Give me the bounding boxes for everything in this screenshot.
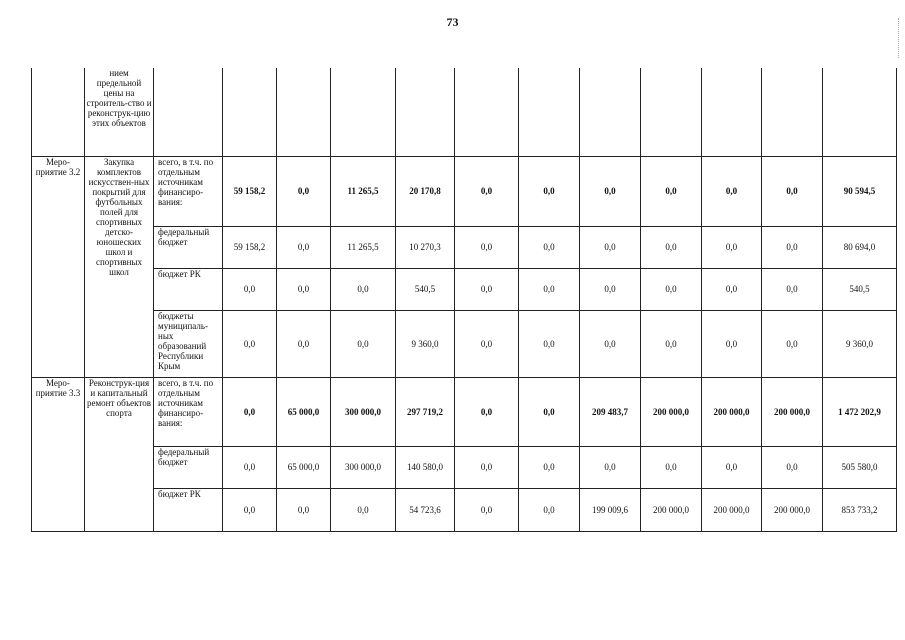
value-cell: 140 580,0	[396, 446, 455, 488]
value-cell: 0,0	[702, 446, 762, 488]
value-cell: 0,0	[641, 226, 702, 268]
value-cell: 80 694,0	[823, 226, 897, 268]
value-cell: 0,0	[641, 310, 702, 377]
page-number: 73	[446, 15, 459, 29]
value-cell: 0,0	[455, 488, 519, 531]
value-cell: 0,0	[580, 226, 641, 268]
value-cell: 0,0	[223, 268, 277, 310]
value-cell: 9 360,0	[823, 310, 897, 377]
table-row	[32, 488, 897, 531]
value-cell: 200 000,0	[702, 377, 762, 446]
continuation-cell	[580, 68, 641, 156]
value-cell: 0,0	[641, 268, 702, 310]
table-row	[32, 446, 897, 488]
table-row	[32, 226, 897, 268]
table-row	[32, 310, 897, 377]
value-cell: 54 723,6	[396, 488, 455, 531]
margin-mark	[898, 18, 905, 58]
continuation-cell	[223, 68, 277, 156]
value-cell: 540,5	[396, 268, 455, 310]
value-cell: 0,0	[331, 268, 396, 310]
table-row	[32, 377, 897, 446]
value-cell: 0,0	[519, 446, 580, 488]
value-cell: 0,0	[762, 310, 823, 377]
value-cell: 1 472 202,9	[823, 377, 897, 446]
value-cell: 0,0	[762, 268, 823, 310]
value-cell: 0,0	[762, 226, 823, 268]
value-cell: 0,0	[519, 226, 580, 268]
continuation-cell	[519, 68, 580, 156]
value-cell: 0,0	[580, 446, 641, 488]
value-cell: 0,0	[455, 310, 519, 377]
value-cell: 0,0	[223, 446, 277, 488]
value-cell: 200 000,0	[762, 488, 823, 531]
value-cell: 0,0	[455, 268, 519, 310]
value-cell: 10 270,3	[396, 226, 455, 268]
continuation-cell	[396, 68, 455, 156]
value-cell: 0,0	[277, 488, 331, 531]
value-cell: 0,0	[580, 310, 641, 377]
measure-description-cell: Реконструк-ция и капитальный ремонт объектов спорта	[85, 377, 154, 531]
value-cell: 65 000,0	[277, 377, 331, 446]
value-cell: 0,0	[277, 156, 331, 226]
value-cell: 209 483,7	[580, 377, 641, 446]
table-row	[32, 156, 897, 226]
funding-table	[31, 68, 897, 532]
value-cell: 200 000,0	[641, 488, 702, 531]
value-cell: 540,5	[823, 268, 897, 310]
table-row	[32, 268, 897, 310]
value-cell: 59 158,2	[223, 226, 277, 268]
continuation-desc-cell: нием предельной цены на строитель-ство и реконструк-цию этих объектов	[85, 68, 154, 156]
value-cell: 0,0	[331, 310, 396, 377]
value-cell: 0,0	[580, 268, 641, 310]
value-cell: 11 265,5	[331, 226, 396, 268]
value-cell: 200 000,0	[702, 488, 762, 531]
funding-source-cell: всего, в т.ч. по отдельным источникам финансиро-вания:	[154, 377, 223, 446]
value-cell: 65 000,0	[277, 446, 331, 488]
measure-number-cell: Меро-приятие 3.2	[32, 156, 85, 377]
value-cell: 59 158,2	[223, 156, 277, 226]
value-cell: 0,0	[223, 310, 277, 377]
value-cell: 0,0	[641, 446, 702, 488]
value-cell: 0,0	[519, 377, 580, 446]
value-cell: 0,0	[702, 156, 762, 226]
value-cell: 0,0	[519, 310, 580, 377]
value-cell: 20 170,8	[396, 156, 455, 226]
continuation-cell	[702, 68, 762, 156]
funding-source-cell: федеральный бюджет	[154, 446, 223, 488]
value-cell: 0,0	[519, 268, 580, 310]
value-cell: 0,0	[762, 156, 823, 226]
value-cell: 0,0	[223, 488, 277, 531]
value-cell: 300 000,0	[331, 377, 396, 446]
funding-source-cell: бюджет РК	[154, 488, 223, 531]
value-cell: 11 265,5	[331, 156, 396, 226]
value-cell: 297 719,2	[396, 377, 455, 446]
value-cell: 0,0	[519, 488, 580, 531]
measure-number-cell: Меро-приятие 3.3	[32, 377, 85, 531]
value-cell: 199 009,6	[580, 488, 641, 531]
value-cell: 0,0	[641, 156, 702, 226]
value-cell: 0,0	[455, 377, 519, 446]
continuation-cell	[331, 68, 396, 156]
value-cell: 0,0	[277, 226, 331, 268]
continuation-mer-cell	[32, 68, 85, 156]
value-cell: 0,0	[277, 310, 331, 377]
value-cell: 0,0	[455, 156, 519, 226]
continuation-cell	[641, 68, 702, 156]
value-cell: 0,0	[455, 446, 519, 488]
value-cell: 0,0	[519, 156, 580, 226]
continuation-cell	[762, 68, 823, 156]
value-cell: 0,0	[702, 226, 762, 268]
value-cell: 300 000,0	[331, 446, 396, 488]
value-cell: 0,0	[223, 377, 277, 446]
value-cell: 90 594,5	[823, 156, 897, 226]
value-cell: 200 000,0	[641, 377, 702, 446]
value-cell: 9 360,0	[396, 310, 455, 377]
value-cell: 0,0	[702, 268, 762, 310]
continuation-cell	[455, 68, 519, 156]
value-cell: 0,0	[277, 268, 331, 310]
funding-source-cell: федеральный бюджет	[154, 226, 223, 268]
value-cell: 505 580,0	[823, 446, 897, 488]
value-cell: 0,0	[455, 226, 519, 268]
continuation-cell	[277, 68, 331, 156]
funding-source-cell: всего, в т.ч. по отдельным источникам финансиро-вания:	[154, 156, 223, 226]
continuation-row	[32, 68, 897, 156]
value-cell: 853 733,2	[823, 488, 897, 531]
value-cell: 0,0	[580, 156, 641, 226]
continuation-source-cell	[154, 68, 223, 156]
measure-description-cell: Закупка комплектов искусствен-ных покрытий для футбольных полей для спортивных детско-юношеских школ и спортивных школ	[85, 156, 154, 377]
value-cell: 0,0	[762, 446, 823, 488]
value-cell: 0,0	[331, 488, 396, 531]
continuation-cell	[823, 68, 897, 156]
value-cell: 200 000,0	[762, 377, 823, 446]
funding-source-cell: бюджет РК	[154, 268, 223, 310]
funding-source-cell: бюджеты муниципаль-ных образований Республики Крым	[154, 310, 223, 377]
value-cell: 0,0	[702, 310, 762, 377]
